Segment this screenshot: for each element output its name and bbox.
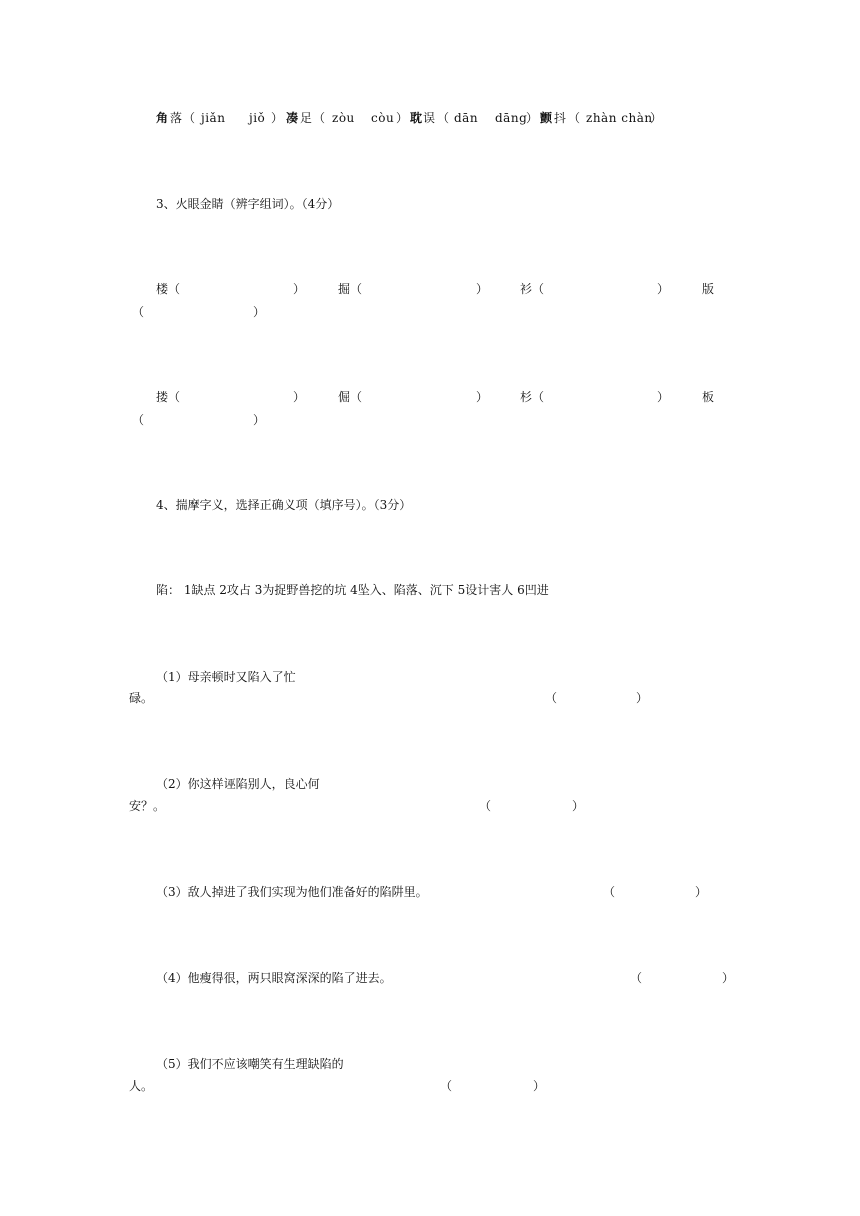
q3-r1-word: 掘（ — [338, 282, 363, 296]
paren-open: （ — [630, 971, 643, 985]
q4-item-text: （3）敌人掉进了我们实现为他们准备好的陷阱里。 — [156, 885, 428, 899]
q4-title: 4、揣摩字义，选择正确义项（填序号）。（3分） — [156, 498, 412, 512]
word-4-rest: 抖 — [554, 111, 567, 125]
word-3-bold: 耽 — [410, 111, 423, 125]
pinyin-option: zòu — [332, 111, 355, 125]
paren-close: ） — [526, 111, 539, 125]
q4-item-text: （2）你这样诬陷别人，良心何 — [156, 777, 320, 791]
paren-open: （ — [479, 799, 492, 813]
word-4-bold: 颤 — [540, 111, 553, 125]
q3-r1-word: 版 — [702, 282, 715, 296]
pinyin-option: còu — [371, 111, 395, 125]
paren-open: （ — [313, 111, 326, 125]
q4-item-text-wrap: 碌。 — [129, 691, 154, 705]
q3-title: 3、火眼金睛（辨字组词）。（4分） — [156, 197, 340, 211]
q3-r2-word: 杉（ — [520, 390, 545, 404]
paren-close: ） — [722, 971, 735, 985]
pinyin-option: dān — [454, 111, 479, 125]
paren-open: （ — [440, 1079, 453, 1093]
paren-close: ） — [636, 691, 649, 705]
paren-open: （ — [545, 691, 558, 705]
q3-r2-word: 倔（ — [338, 390, 363, 404]
q3-r2-word: 板 — [702, 390, 715, 404]
paren-close: ） — [476, 390, 489, 404]
paren-close: ） — [293, 282, 306, 296]
pinyin-option: zhàn chàn — [586, 111, 653, 125]
paren-open: （ — [437, 111, 450, 125]
pinyin-option: jiǒ — [249, 111, 266, 125]
paren-close: ） — [253, 305, 266, 319]
q4-item-text-wrap: 安？。 — [129, 799, 166, 813]
pinyin-option: dāng — [495, 111, 528, 125]
paren-open: （ — [603, 885, 616, 899]
paren-open: （ — [132, 413, 145, 427]
paren-close: ） — [533, 1079, 546, 1093]
paren-close: ） — [476, 282, 489, 296]
paren-close: ） — [396, 111, 409, 125]
word-2-bold: 凑 — [286, 111, 299, 125]
word-2-rest: 足 — [300, 111, 313, 125]
q4-definitions: 陷： 1缺点 2攻占 3为捉野兽挖的坑 4坠入、陷落、沉下 5设计害人 6凹进 — [156, 583, 549, 597]
q3-r1-word: 衫（ — [520, 282, 545, 296]
paren-close: ） — [293, 390, 306, 404]
word-3-rest: 误 — [423, 111, 436, 125]
q4-item-text: （1）母亲顿时又陷入了忙 — [156, 670, 296, 684]
pinyin-option: jiǎn — [201, 111, 226, 125]
paren-close: ） — [271, 111, 284, 125]
q3-r1-word: 楼（ — [156, 282, 181, 296]
paren-open: （ — [132, 305, 145, 319]
paren-close: ） — [657, 282, 670, 296]
paren-open: （ — [568, 111, 581, 125]
q3-r2-word: 搂（ — [156, 390, 181, 404]
word-1-rest: 落 — [170, 111, 183, 125]
paren-close: ） — [650, 111, 663, 125]
paren-close: ） — [657, 390, 670, 404]
q4-item-text: （4）他瘦得很，两只眼窝深深的陷了进去。 — [156, 971, 392, 985]
word-1-bold: 角 — [156, 111, 169, 125]
q4-item-text-wrap: 人。 — [129, 1079, 154, 1093]
paren-close: ） — [253, 413, 266, 427]
paren-open: （ — [183, 111, 196, 125]
q4-item-text: （5）我们不应该嘲笑有生理缺陷的 — [156, 1057, 344, 1071]
paren-close: ） — [572, 799, 585, 813]
paren-close: ） — [695, 885, 708, 899]
